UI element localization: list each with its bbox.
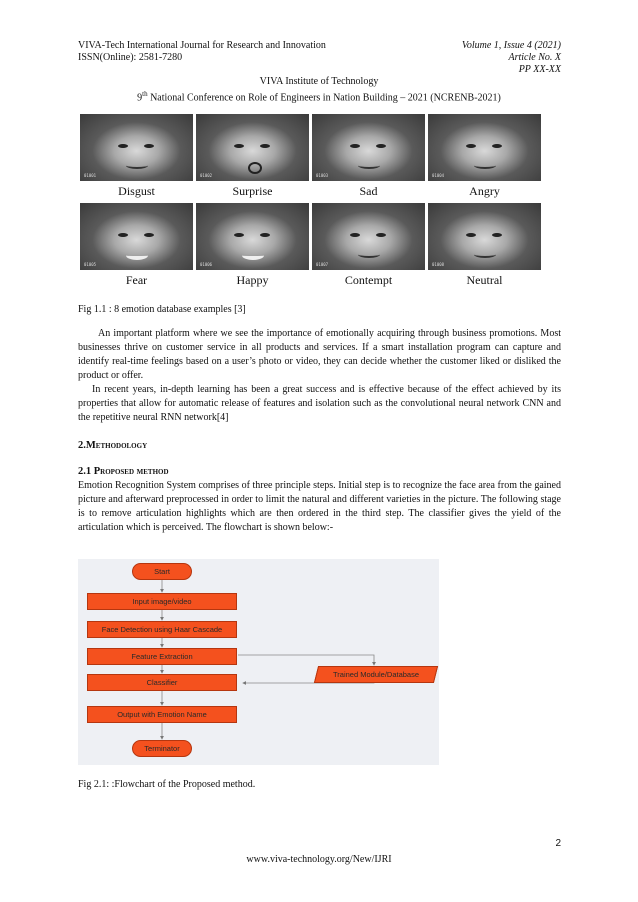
emotion-figure [80, 114, 540, 289]
page-range: PP XX-XX [518, 64, 561, 75]
flow-feature-extraction: Feature Extraction [87, 648, 237, 665]
face-image: 01001 [80, 114, 193, 181]
flowchart [78, 559, 439, 765]
flow-face-detection: Face Detection using Haar Cascade [87, 621, 237, 638]
institute-name: VIVA Institute of Technology [259, 76, 379, 87]
journal-title: VIVA-Tech International Journal for Research and Innovation [78, 40, 326, 51]
article-number: Article No. X [508, 52, 561, 63]
face-image: 01008 [428, 203, 541, 270]
flow-output: Output with Emotion Name [87, 706, 237, 723]
flow-input: Input image/video [87, 593, 237, 610]
flow-classifier: Classifier [87, 674, 237, 691]
section-heading: 2.Methodology [78, 440, 148, 451]
flow-trained-module [314, 666, 438, 683]
page-number: 2 [555, 838, 561, 849]
emotion-label: Contempt [344, 273, 393, 287]
issn: ISSN(Online): 2581-7280 [78, 52, 183, 63]
footer-url: www.viva-technology.org/New/IJRI [246, 854, 392, 865]
emotion-label: Happy [236, 273, 269, 287]
paragraph-3: Emotion Recognition System comprises of three principle steps. Initial step is to recognize the face area from the gained picture and afterward preprocessed in order to limit the natural and different varieties in the picture. The following stage is to remove articulation highlights which are then ordered in the third step. The classifier gives the yield of the articulation which is perceived. The flowchart is shown below:- [78, 480, 561, 533]
conference-ordinal: 9 [137, 92, 143, 104]
figure2-caption: Fig 2.1: :Flowchart of the Proposed method. [78, 779, 256, 790]
face-image: 01006 [196, 203, 309, 270]
paragraph-1: An important platform where we see the importance of emotionally acquiring through business promotions. Most businesses thrive on customer service in all products and services. If a smart installation program can capture and identify real-time feelings based on a user’s photo or video, they can decide whether the customer liked or disliked the product or offer. [78, 328, 561, 381]
flow-terminator: Terminator [132, 740, 192, 757]
face-image: 01007 [312, 203, 425, 270]
emotion-label: Neutral [466, 273, 503, 287]
subsection-heading: 2.1 Proposed method [78, 466, 169, 477]
conference-name [0, 88, 638, 104]
face-image: 01004 [428, 114, 541, 181]
conference-ordinal-sup: th [142, 90, 148, 98]
face-image: 01003 [312, 114, 425, 181]
paragraph-2: In recent years, in-depth learning has been a great success and is effective because of the effect achieved by its properties that allow for automatic release of features and isolation such as the convolutional neural network CNN and the repetitive neural RNN network[4] [78, 384, 561, 423]
emotion-label: Fear [125, 273, 148, 287]
volume: Volume 1, Issue 4 (2021) [461, 40, 561, 51]
emotion-label: Sad [359, 184, 378, 198]
emotion-label: Angry [469, 184, 500, 198]
flow-start: Start [132, 563, 192, 580]
conference-title: National Conference on Role of Engineers in Nation Building – 2021 (NCRENB-2021) [147, 92, 501, 104]
emotion-label: Surprise [232, 184, 273, 198]
emotion-label: Disgust [118, 184, 155, 198]
face-image: 01005 [80, 203, 193, 270]
flow-trained-label: Trained Module/Database [332, 670, 420, 679]
figure1-caption: Fig 1.1 : 8 emotion database examples [3] [78, 304, 246, 315]
face-image: 01002 [196, 114, 309, 181]
